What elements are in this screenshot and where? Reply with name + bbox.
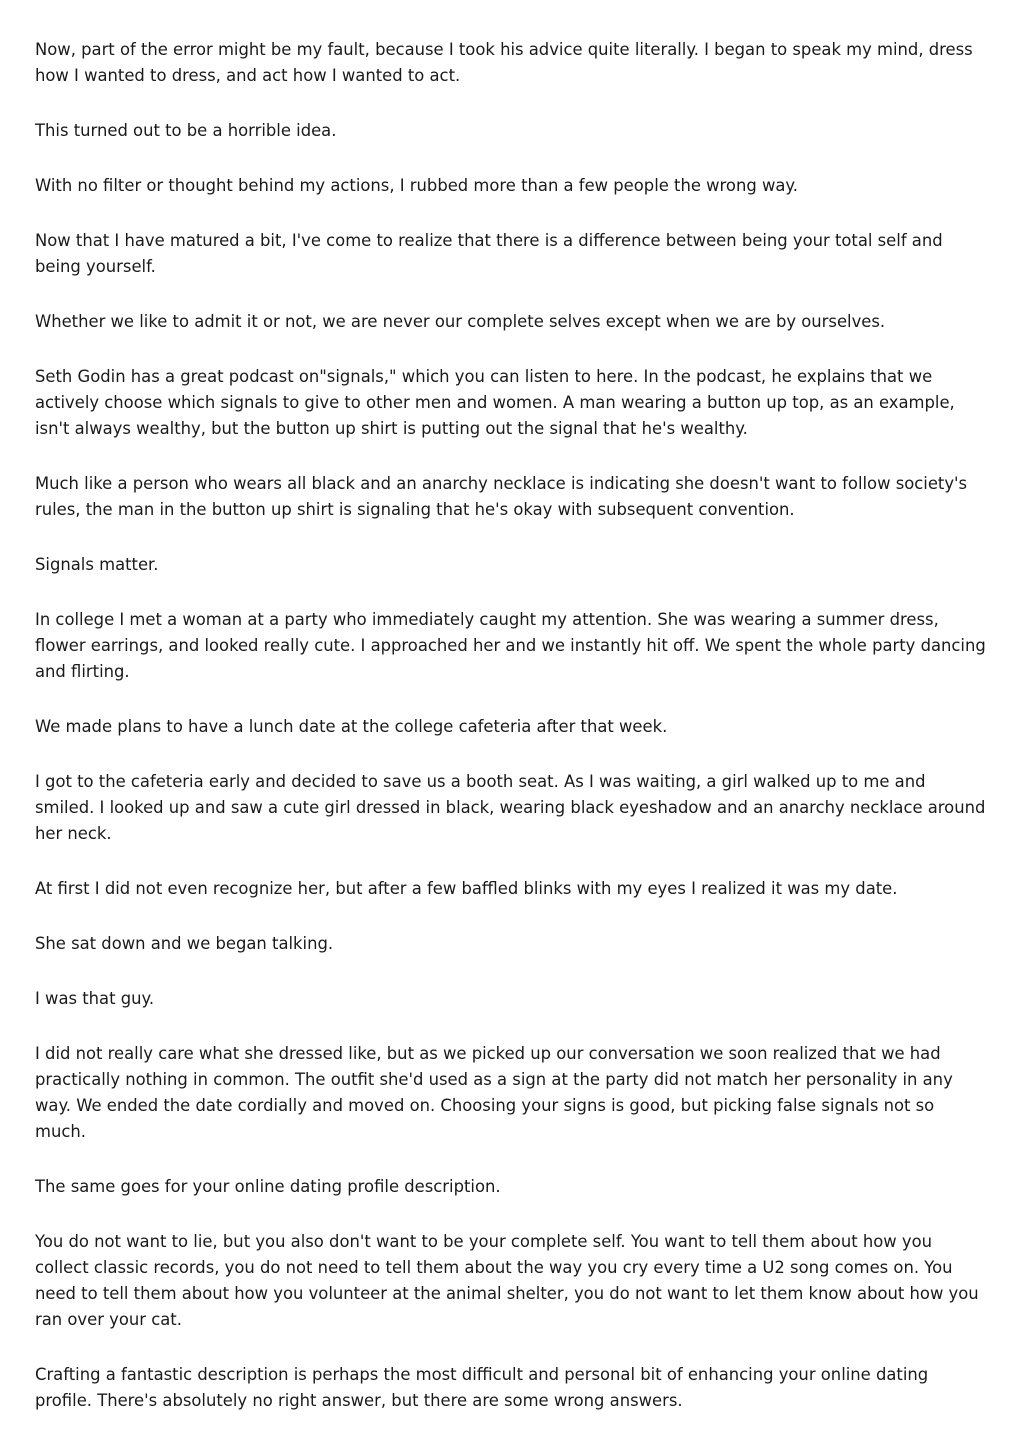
paragraph-8: Signals matter. [35, 555, 159, 574]
paragraph-11: I got to the cafeteria early and decided to save us a booth seat. As I was waiting, a girl walked up to me and smiled. I looked up and saw a cute girl dressed in black, wearing black eyeshadow and an anarchy necklace around her neck. [35, 772, 986, 843]
paragraph-10: We made plans to have a lunch date at the college cafeteria after that week. [35, 717, 668, 736]
paragraph-15: I did not really care what she dressed like, but as we picked up our conversation we soon realized that we had practically nothing in common. The outfit she'd used as a sign at the party did not match her personality in any way. We ended the date cordially and moved on. Choosing your signs is good, but picking false signals not so much. [35, 1044, 953, 1141]
paragraph-5: Whether we like to admit it or not, we are never our complete selves except when we are by ourselves. [35, 312, 886, 331]
paragraph-1: Now, part of the error might be my fault, because I took his advice quite literally. I began to speak my mind, dress how I wanted to dress, and act how I wanted to act. [35, 40, 973, 85]
paragraph-17: You do not want to lie, but you also don't want to be your complete self. You want to tell them about how you collect classic records, you do not need to tell them about the way you cry every time a U2 song comes on. You need to tell them about how you volunteer at the animal shelter, you do not want to let them know about how you ran over your cat. [35, 1232, 979, 1329]
paragraph-4: Now that I have matured a bit, I've come to realize that there is a difference between being your total self and being yourself. [35, 231, 943, 276]
paragraph-9: In college I met a woman at a party who immediately caught my attention. She was wearing a summer dress, flower earrings, and looked really cute. I approached her and we instantly hit off. We spent the whole party dancing and flirting. [35, 610, 986, 681]
paragraph-6: Seth Godin has a great podcast on"signals," which you can listen to here. In the podcast, he explains that we actively choose which signals to give to other men and women. A man wearing a button up top, as an example, isn't always wealthy, but the button up shirt is putting out the signal that he's wealthy. [35, 367, 955, 438]
paragraph-2: This turned out to be a horrible idea. [35, 121, 337, 140]
paragraph-3: With no filter or thought behind my actions, I rubbed more than a few people the wrong way. [35, 176, 798, 195]
paragraph-14: I was that guy. [35, 989, 155, 1008]
paragraph-16: The same goes for your online dating profile description. [35, 1177, 501, 1196]
paragraph-18: Crafting a fantastic description is perhaps the most difficult and personal bit of enhancing your online dating profile. There's absolutely no right answer, but there are some wrong answers. [35, 1365, 929, 1410]
paragraph-13: She sat down and we began talking. [35, 934, 334, 953]
paragraph-12: At first I did not even recognize her, but after a few baffled blinks with my eyes I realized it was my date. [35, 879, 898, 898]
paragraph-7: Much like a person who wears all black and an anarchy necklace is indicating she doesn't want to follow society's rules, the man in the button up shirt is signaling that he's okay with subsequent convention. [35, 474, 968, 519]
